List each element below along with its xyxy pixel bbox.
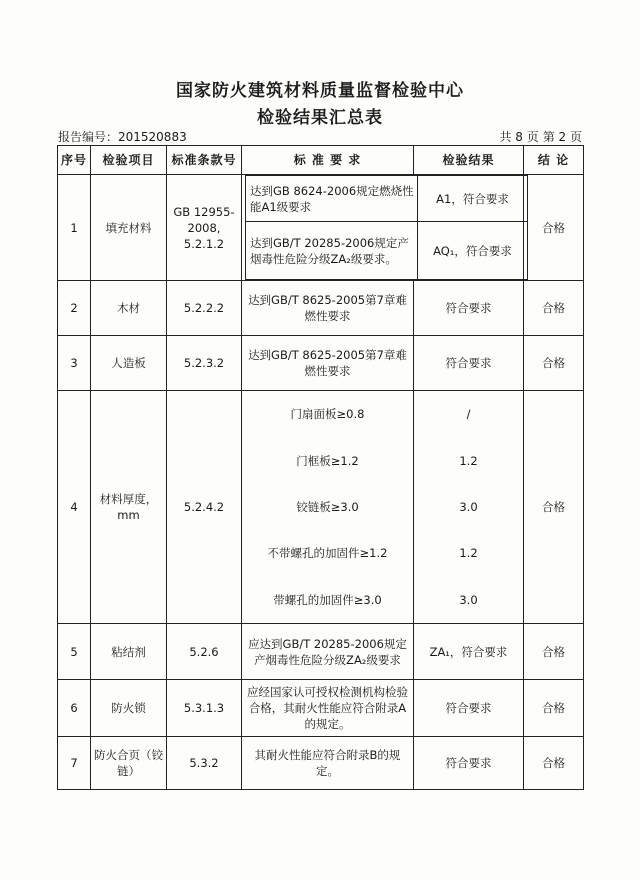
result-text: A1，符合要求 xyxy=(418,176,528,222)
row-number: 5 xyxy=(58,624,91,680)
test-item: 粘结剂 xyxy=(91,624,167,680)
requirement-text: 达到GB 8624-2006规定燃烧性能A1级要求 xyxy=(246,176,418,222)
requirement-text: 带螺孔的加固件≥3.0 xyxy=(273,592,382,607)
test-item: 填充材料 xyxy=(91,175,167,281)
row-number: 2 xyxy=(58,281,91,336)
row-number: 4 xyxy=(58,391,91,624)
row-number: 1 xyxy=(58,175,91,281)
conclusion: 合格 xyxy=(524,624,584,680)
conclusion: 合格 xyxy=(524,281,584,336)
table-row xyxy=(58,281,584,336)
requirement-text: 其耐火性能应符合附录B的规定。 xyxy=(242,737,414,790)
table-row xyxy=(58,391,584,624)
col-header-conclusion: 结 论 xyxy=(524,146,584,175)
table-row xyxy=(58,175,584,281)
result-text: 1.2 xyxy=(459,453,478,468)
row-number: 3 xyxy=(58,336,91,391)
standard-clause: 5.2.6 xyxy=(167,624,242,680)
standard-clause: 5.2.4.2 xyxy=(167,391,242,624)
result-text: 3.0 xyxy=(459,592,478,607)
sub-requirements xyxy=(242,175,524,281)
table-row xyxy=(58,336,584,391)
col-header-item: 检验项目 xyxy=(91,146,167,175)
requirement-text: 铰链板≥3.0 xyxy=(296,500,359,515)
requirement-text: 达到GB/T 8625-2005第7章难燃性要求 xyxy=(242,281,414,336)
col-header-no: 序号 xyxy=(58,146,91,175)
results-table xyxy=(57,145,584,790)
test-item: 材料厚度，mm xyxy=(91,391,167,624)
requirement-text: 应达到GB/T 20285-2006规定产烟毒性危险分级ZA₂级要求 xyxy=(242,624,414,680)
conclusion: 合格 xyxy=(524,737,584,790)
table-row xyxy=(58,624,584,680)
col-header-clause: 标准条款号 xyxy=(167,146,242,175)
report-number: 报告编号：201520883 xyxy=(58,130,187,144)
result-text: 符合要求 xyxy=(414,281,524,336)
result-text: 符合要求 xyxy=(414,336,524,391)
document-subtitle: 检验结果汇总表 xyxy=(257,108,383,128)
test-item: 防火合页（铰链） xyxy=(91,737,167,790)
result-text: 1.2 xyxy=(459,546,478,561)
conclusion: 合格 xyxy=(524,175,584,281)
col-header-result: 检验结果 xyxy=(414,146,524,175)
page-indicator xyxy=(495,128,582,145)
standard-clause: 5.3.2 xyxy=(167,737,242,790)
test-item: 木材 xyxy=(91,281,167,336)
row-number: 6 xyxy=(58,680,91,737)
requirement-text: 不带螺孔的加固件≥1.2 xyxy=(267,546,388,561)
requirement-text: 门框板≥1.2 xyxy=(296,453,359,468)
requirement-text: 达到GB/T 20285-2006规定产烟毒性危险分级ZA₂级要求。 xyxy=(246,222,418,280)
result-text: 符合要求 xyxy=(414,680,524,737)
thickness-results xyxy=(414,391,524,624)
result-text: 3.0 xyxy=(459,500,478,515)
page-total: 共 8 页 xyxy=(499,130,539,144)
table-row xyxy=(58,680,584,737)
table-row xyxy=(58,737,584,790)
test-item: 防火锁 xyxy=(91,680,167,737)
page-current: 第 2 页 xyxy=(542,130,582,144)
col-header-requirement: 标 准 要 求 xyxy=(242,146,414,175)
standard-clause: 5.2.3.2 xyxy=(167,336,242,391)
conclusion: 合格 xyxy=(524,336,584,391)
row-number: 7 xyxy=(58,737,91,790)
result-text: AQ₁，符合要求 xyxy=(418,222,528,280)
conclusion: 合格 xyxy=(524,680,584,737)
conclusion: 合格 xyxy=(524,391,584,624)
standard-clause: 5.2.2.2 xyxy=(167,281,242,336)
requirement-text: 达到GB/T 8625-2005第7章难燃性要求 xyxy=(242,336,414,391)
standard-clause: 5.3.1.3 xyxy=(167,680,242,737)
result-text: 符合要求 xyxy=(414,737,524,790)
result-text: ZA₁，符合要求 xyxy=(414,624,524,680)
table-header-row xyxy=(58,146,584,175)
requirement-text: 门扇面板≥0.8 xyxy=(290,407,365,422)
requirement-text: 应经国家认可授权检测机构检验合格，其耐火性能应符合附录A的规定。 xyxy=(242,680,414,737)
standard-clause: GB 12955-2008, 5.2.1.2 xyxy=(167,175,242,281)
result-text: / xyxy=(466,407,471,422)
thickness-requirements xyxy=(242,391,414,624)
document-title: 国家防火建筑材料质量监督检验中心 xyxy=(176,81,464,101)
test-item: 人造板 xyxy=(91,336,167,391)
